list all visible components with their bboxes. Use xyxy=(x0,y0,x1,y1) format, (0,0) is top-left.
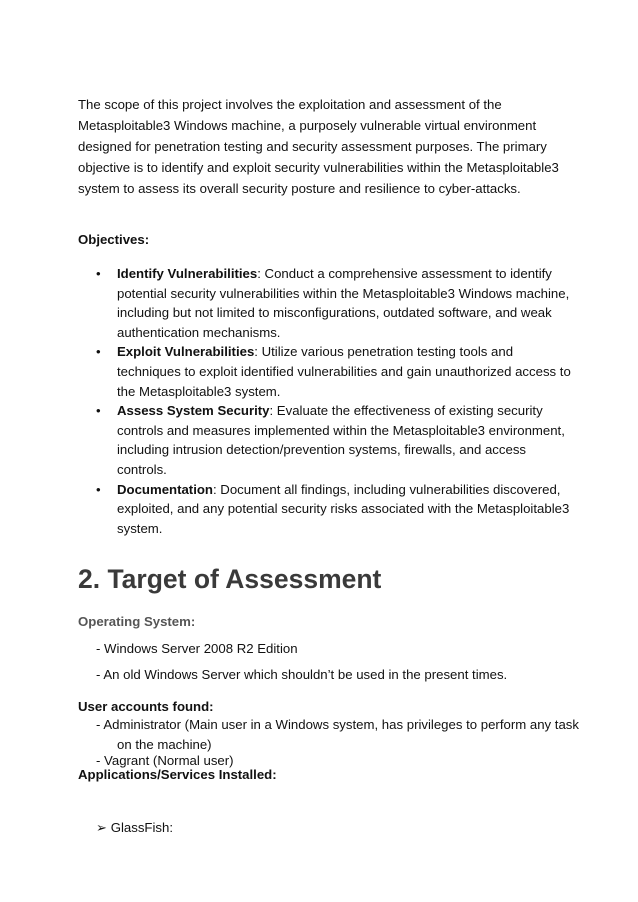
os-item: - Windows Server 2008 R2 Edition xyxy=(96,641,298,656)
objective-title: Identify Vulnerabilities xyxy=(117,266,258,281)
user-item: - Administrator (Main user in a Windows system, has privileges to perform any task on the machine) xyxy=(96,717,579,752)
objective-text: : Evaluate the effectiveness of existing security controls and measures implemented within the Metasploitable3 environment, including intrusion detection/prevention systems, firewalls, and access controls. xyxy=(117,403,565,477)
os-heading: Operating System: xyxy=(78,614,196,629)
users-heading: User accounts found: xyxy=(78,699,214,714)
objective-title: Assess System Security xyxy=(117,403,270,419)
objective-title: Documentation xyxy=(117,481,213,497)
objective-text: : Utilize various penetration testing tools and techniques to exploit identified vulnerabilities and gain unauthorized access to the Metasploitable3 system. xyxy=(117,344,571,399)
app-item: ➢ GlassFish: xyxy=(96,820,174,835)
objective-item xyxy=(96,264,576,342)
user-item: - Vagrant (Normal user) xyxy=(96,753,234,768)
os-item: - An old Windows Server which shouldn’t be used in the present times. xyxy=(96,667,508,682)
section-heading: 2. Target of Assessment xyxy=(78,564,382,594)
apps-heading: Applications/Services Installed: xyxy=(78,767,277,782)
objective-item xyxy=(96,480,576,539)
bullet-icon: • xyxy=(96,266,101,281)
objectives-list xyxy=(96,264,576,538)
bullet-icon: • xyxy=(96,344,101,360)
bullet-icon: • xyxy=(96,481,101,497)
intro-paragraph: The scope of this project involves the exploitation and assessment of the Metasploitable3 Windows machine, a purposely vulnerable virtual environment designed for penetration testing and security assessment purposes. The primary objective is to identify and exploit security vulnerabilities within the Metasploitable3 system to assess its overall security posture and resilience to cyber-attacks. xyxy=(78,97,559,196)
objective-item xyxy=(96,401,576,479)
bullet-icon: • xyxy=(96,403,101,419)
objectives-heading: Objectives: xyxy=(78,232,150,247)
objective-item xyxy=(96,342,576,401)
objective-text: : Conduct a comprehensive assessment to identify potential security vulnerabilities within the Metasploitable3 Windows machine, including but not limited to misconfigurations, outdated software, and weak authentication mechanisms. xyxy=(117,266,570,340)
objective-text: : Document all findings, including vulnerabilities discovered, exploited, and any potential security risks associated with the Metasploitable3 system. xyxy=(117,481,570,536)
objective-title: Exploit Vulnerabilities xyxy=(117,344,255,360)
